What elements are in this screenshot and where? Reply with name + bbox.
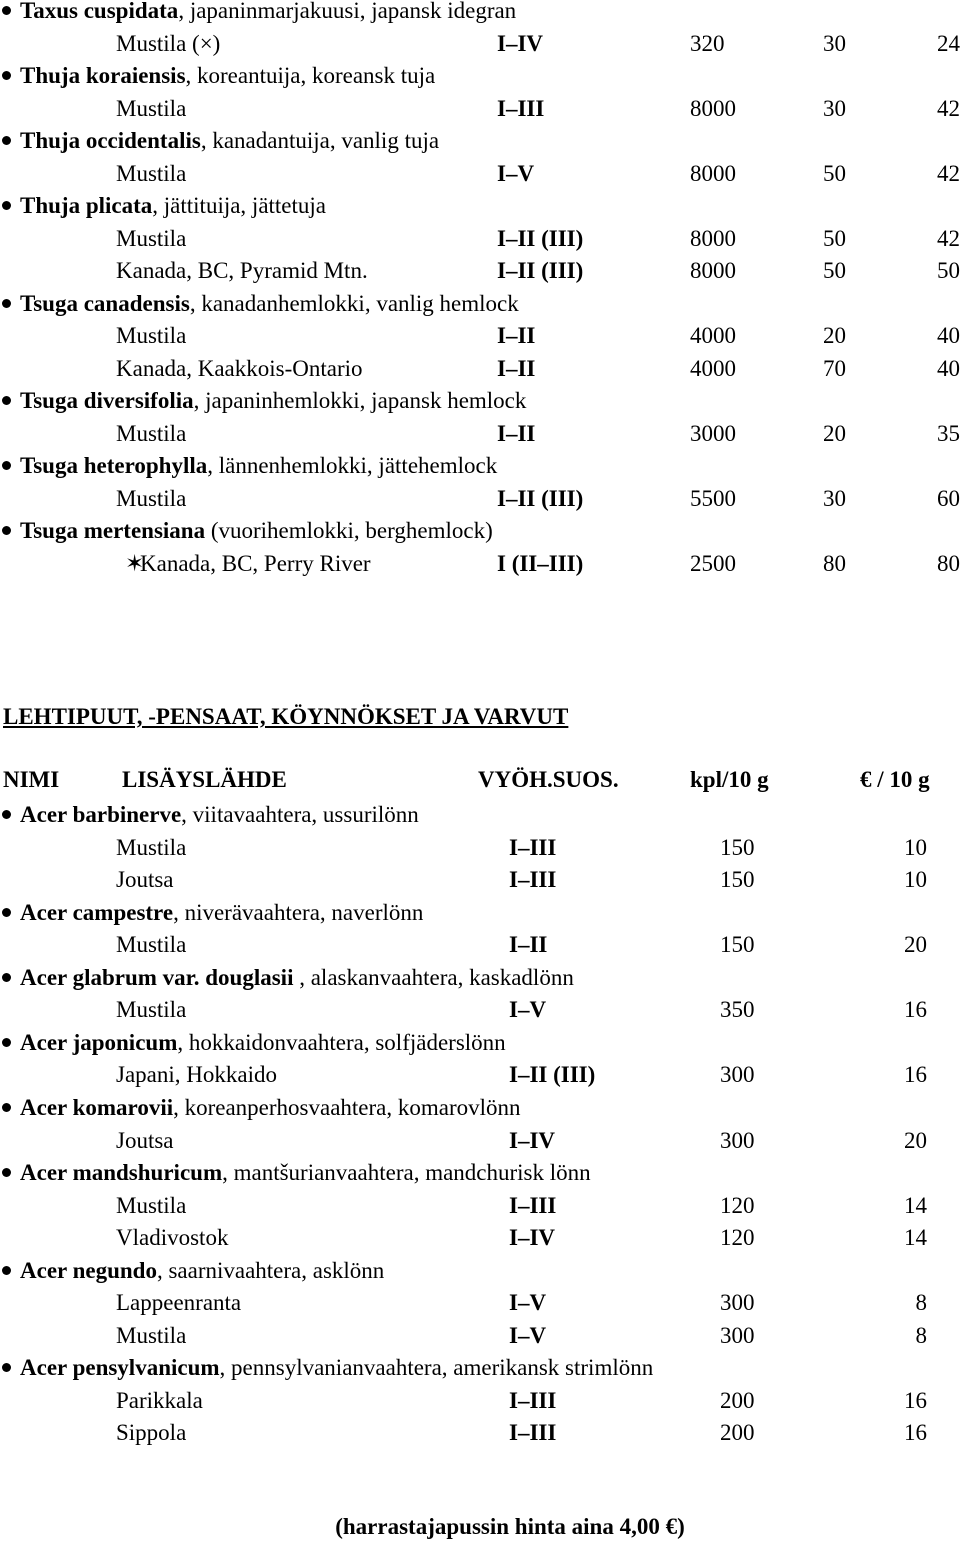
seed-count: 120 bbox=[720, 1192, 755, 1218]
germination-value: 50 bbox=[823, 225, 846, 251]
species-latin-name: Tsuga diversifolia bbox=[20, 388, 194, 413]
zone-value: I–II (III) bbox=[509, 1062, 596, 1088]
seed-count: 300 bbox=[720, 1290, 755, 1316]
seed-count: 8000 bbox=[690, 225, 736, 251]
seed-count: 150 bbox=[720, 932, 755, 958]
star-icon: ✶ bbox=[125, 550, 145, 576]
source-name: Kanada, BC, Pyramid Mtn. bbox=[116, 258, 368, 283]
bullet-icon bbox=[2, 908, 11, 917]
source-row bbox=[0, 1224, 960, 1252]
col-zone: VYÖH.SUOS. bbox=[478, 767, 619, 792]
source-row bbox=[0, 1289, 960, 1317]
source-row bbox=[0, 485, 960, 513]
zone-value: I–III bbox=[497, 95, 545, 121]
germination-value: 20 bbox=[823, 420, 846, 446]
seed-count: 2500 bbox=[690, 550, 736, 576]
species-row bbox=[0, 387, 526, 415]
bullet-icon bbox=[2, 1363, 11, 1372]
zone-value: I–II (III) bbox=[497, 258, 584, 283]
species-row bbox=[0, 127, 439, 155]
species-row bbox=[0, 801, 419, 829]
bullet-icon bbox=[2, 1038, 11, 1047]
germination-value: 30 bbox=[823, 95, 846, 121]
zone-value: I–III bbox=[509, 834, 557, 860]
source-name: Mustila bbox=[116, 485, 187, 511]
source-row bbox=[0, 225, 960, 253]
zone-value: I–IV bbox=[509, 1127, 556, 1153]
source-row bbox=[0, 257, 960, 285]
seed-count: 200 bbox=[720, 1420, 755, 1446]
col-name: NIMI bbox=[3, 767, 60, 792]
price-value: 20 bbox=[904, 1127, 927, 1153]
zone-value: I–V bbox=[509, 1322, 547, 1348]
source-name: Lappeenranta bbox=[116, 1290, 242, 1316]
zone-value: I–V bbox=[509, 1290, 547, 1316]
seed-count: 5500 bbox=[690, 485, 736, 511]
zone-value: I–II bbox=[497, 355, 536, 381]
species-row bbox=[0, 1354, 653, 1382]
source-name: Kanada, BC, Perry River bbox=[140, 550, 371, 576]
source-row bbox=[0, 550, 960, 578]
source-row bbox=[0, 355, 960, 383]
species-common-names: , pennsylvanianvaahtera, amerikansk strimlönn bbox=[219, 1355, 654, 1381]
zone-value: I–II (III) bbox=[497, 225, 584, 251]
zone-value: I–IV bbox=[497, 30, 544, 56]
source-name: Mustila bbox=[116, 997, 187, 1023]
price-value: 42 bbox=[937, 95, 960, 121]
price-value: 42 bbox=[937, 160, 960, 186]
source-row bbox=[0, 1322, 960, 1350]
species-latin-name: Tsuga mertensiana bbox=[20, 518, 206, 543]
germination-value: 50 bbox=[823, 160, 846, 186]
species-latin-name: Thuja plicata bbox=[20, 193, 153, 218]
bullet-icon bbox=[2, 1168, 11, 1177]
species-row bbox=[0, 452, 497, 480]
source-row bbox=[0, 1387, 960, 1415]
source-name: Parikkala bbox=[116, 1387, 203, 1413]
source-name: Mustila bbox=[116, 323, 187, 348]
bullet-icon bbox=[2, 201, 11, 210]
bullet-icon bbox=[2, 810, 11, 819]
bullet-icon bbox=[2, 396, 11, 405]
bullet-icon bbox=[2, 71, 11, 80]
species-common-names: , lännenhemlokki, jättehemlock bbox=[207, 453, 498, 478]
zone-value: I–II bbox=[509, 932, 548, 958]
species-common-names: , viitavaahtera, ussurilönn bbox=[181, 802, 419, 827]
species-common-names: (vuorihemlokki, berghemlock) bbox=[205, 518, 493, 543]
species-latin-name: Taxus cuspidata bbox=[20, 0, 179, 23]
seed-count: 300 bbox=[720, 1062, 755, 1088]
source-row bbox=[0, 834, 960, 862]
seed-count: 300 bbox=[720, 1322, 755, 1348]
seed-count: 4000 bbox=[690, 323, 736, 348]
source-name: Sippola bbox=[116, 1420, 187, 1446]
species-common-names: , niverävaahtera, naverlönn bbox=[173, 899, 424, 925]
seed-count: 320 bbox=[690, 30, 725, 56]
seed-count: 8000 bbox=[690, 258, 736, 283]
species-latin-name: Acer barbinerve bbox=[20, 802, 182, 827]
bullet-icon bbox=[2, 1103, 11, 1112]
zone-value: I–III bbox=[509, 867, 557, 893]
seed-count: 150 bbox=[720, 834, 755, 860]
species-common-names: , japaninmarjakuusi, japansk idegran bbox=[178, 0, 517, 23]
germination-value: 20 bbox=[823, 323, 846, 348]
zone-value: I (II–III) bbox=[497, 550, 584, 576]
species-latin-name: Acer komarovii bbox=[20, 1094, 174, 1120]
bullet-icon bbox=[2, 136, 11, 145]
seed-count: 8000 bbox=[690, 95, 736, 121]
species-latin-name: Acer glabrum var. douglasii bbox=[20, 964, 294, 990]
source-name: Mustila bbox=[116, 95, 187, 121]
bullet-icon bbox=[2, 6, 11, 15]
species-row bbox=[0, 517, 493, 545]
species-row bbox=[0, 62, 435, 90]
seed-count: 3000 bbox=[690, 420, 736, 446]
seed-count: 350 bbox=[720, 997, 755, 1023]
source-name: Mustila bbox=[116, 160, 187, 186]
price-value: 60 bbox=[937, 485, 960, 511]
price-value: 10 bbox=[904, 834, 927, 860]
species-latin-name: Acer pensylvanicum bbox=[20, 1355, 220, 1381]
source-row bbox=[0, 95, 960, 123]
price-value: 80 bbox=[937, 550, 960, 576]
germination-value: 70 bbox=[823, 355, 846, 381]
germination-value: 30 bbox=[823, 30, 846, 56]
source-name: Mustila bbox=[116, 420, 187, 446]
price-value: 16 bbox=[904, 1062, 927, 1088]
source-row bbox=[0, 996, 960, 1024]
source-name: Mustila bbox=[116, 932, 187, 958]
species-row bbox=[0, 290, 519, 318]
species-latin-name: Tsuga canadensis bbox=[20, 290, 190, 316]
source-row bbox=[0, 1061, 960, 1089]
source-row bbox=[0, 420, 960, 448]
species-latin-name: Thuja occidentalis bbox=[20, 128, 201, 153]
bullet-icon bbox=[2, 973, 11, 982]
price-value: 16 bbox=[904, 1387, 927, 1413]
zone-value: I–III bbox=[509, 1192, 557, 1218]
species-row bbox=[0, 1094, 521, 1122]
zone-value: I–II (III) bbox=[497, 485, 584, 511]
zone-value: I–V bbox=[509, 997, 547, 1023]
source-name: Joutsa bbox=[116, 867, 174, 893]
bullet-icon bbox=[2, 526, 11, 535]
species-latin-name: Acer japonicum bbox=[20, 1029, 178, 1055]
species-common-names: , japaninhemlokki, japansk hemlock bbox=[193, 388, 527, 413]
price-value: 40 bbox=[937, 323, 960, 348]
species-latin-name: Thuja koraiensis bbox=[20, 63, 186, 88]
species-common-names: , hokkaidonvaahtera, solfjäderslönn bbox=[177, 1029, 506, 1055]
source-name: Vladivostok bbox=[116, 1225, 229, 1251]
zone-value: I–V bbox=[497, 160, 535, 186]
seed-count: 4000 bbox=[690, 355, 736, 381]
species-common-names: , jättituija, jättetuja bbox=[152, 193, 327, 218]
species-row bbox=[0, 192, 326, 220]
price-value: 16 bbox=[904, 1420, 927, 1446]
col-price: € / 10 g bbox=[860, 767, 930, 792]
source-row bbox=[0, 931, 960, 959]
price-value: 8 bbox=[915, 1290, 927, 1316]
species-common-names: , kanadanhemlokki, vanlig hemlock bbox=[189, 290, 519, 316]
source-name: Mustila (×) bbox=[116, 30, 221, 56]
species-row bbox=[0, 1029, 506, 1057]
price-value: 10 bbox=[904, 867, 927, 893]
seed-count: 300 bbox=[720, 1127, 755, 1153]
species-common-names: , mantšurianvaahtera, mandchurisk lönn bbox=[222, 1160, 591, 1186]
species-row bbox=[0, 899, 423, 927]
zone-value: I–III bbox=[509, 1420, 557, 1446]
price-value: 8 bbox=[915, 1322, 927, 1348]
price-value: 40 bbox=[937, 355, 960, 381]
source-name: Mustila bbox=[116, 834, 187, 860]
price-value: 16 bbox=[904, 997, 927, 1023]
species-latin-name: Acer campestre bbox=[20, 899, 174, 925]
species-latin-name: Acer negundo bbox=[20, 1257, 157, 1283]
species-row bbox=[0, 1159, 591, 1187]
bullet-icon bbox=[2, 1266, 11, 1275]
seed-count: 200 bbox=[720, 1387, 755, 1413]
species-common-names: , kanadantuija, vanlig tuja bbox=[200, 128, 440, 153]
source-name: Mustila bbox=[116, 225, 187, 251]
source-row bbox=[0, 1127, 960, 1155]
price-value: 14 bbox=[904, 1225, 927, 1251]
germination-value: 80 bbox=[823, 550, 846, 576]
zone-value: I–IV bbox=[509, 1225, 556, 1251]
bullet-icon bbox=[2, 461, 11, 470]
source-row bbox=[0, 1419, 960, 1447]
price-value: 20 bbox=[904, 932, 927, 958]
price-value: 42 bbox=[937, 225, 960, 251]
col-count: kpl/10 g bbox=[690, 767, 769, 792]
species-latin-name: Tsuga heterophylla bbox=[20, 453, 208, 478]
species-row bbox=[0, 1257, 384, 1285]
section-heading: LEHTIPUUT, -PENSAAT, KÖYNNÖKSET JA VARVUT bbox=[3, 704, 569, 729]
bullet-icon bbox=[2, 299, 11, 308]
source-row bbox=[0, 322, 960, 350]
footer-note: (harrastajapussin hinta aina 4,00 €) bbox=[335, 1514, 685, 1539]
source-row bbox=[0, 160, 960, 188]
source-name: Japani, Hokkaido bbox=[116, 1062, 277, 1088]
species-row bbox=[0, 964, 574, 992]
source-name: Joutsa bbox=[116, 1127, 174, 1153]
species-common-names: , alaskanvaahtera, kaskadlönn bbox=[293, 964, 574, 990]
seed-count: 120 bbox=[720, 1225, 755, 1251]
germination-value: 50 bbox=[823, 258, 846, 283]
species-common-names: , koreantuija, koreansk tuja bbox=[185, 63, 436, 88]
source-name: Mustila bbox=[116, 1322, 187, 1348]
price-value: 24 bbox=[937, 30, 960, 56]
zone-value: I–II bbox=[497, 323, 536, 348]
species-row bbox=[0, 0, 516, 25]
price-value: 35 bbox=[937, 420, 960, 446]
zone-value: I–III bbox=[509, 1387, 557, 1413]
seed-count: 150 bbox=[720, 867, 755, 893]
source-row bbox=[0, 1192, 960, 1220]
source-name: Mustila bbox=[116, 1192, 187, 1218]
zone-value: I–II bbox=[497, 420, 536, 446]
species-latin-name: Acer mandshuricum bbox=[20, 1160, 223, 1186]
germination-value: 30 bbox=[823, 485, 846, 511]
species-common-names: , koreanperhosvaahtera, komarovlönn bbox=[173, 1094, 521, 1120]
source-row bbox=[0, 30, 960, 58]
seed-count: 8000 bbox=[690, 160, 736, 186]
col-source: LISÄYSLÄHDE bbox=[122, 767, 287, 792]
source-row bbox=[0, 866, 960, 894]
price-value: 14 bbox=[904, 1192, 927, 1218]
species-common-names: , saarnivaahtera, asklönn bbox=[156, 1257, 385, 1283]
source-name: Kanada, Kaakkois-Ontario bbox=[116, 355, 363, 381]
price-value: 50 bbox=[937, 258, 960, 283]
